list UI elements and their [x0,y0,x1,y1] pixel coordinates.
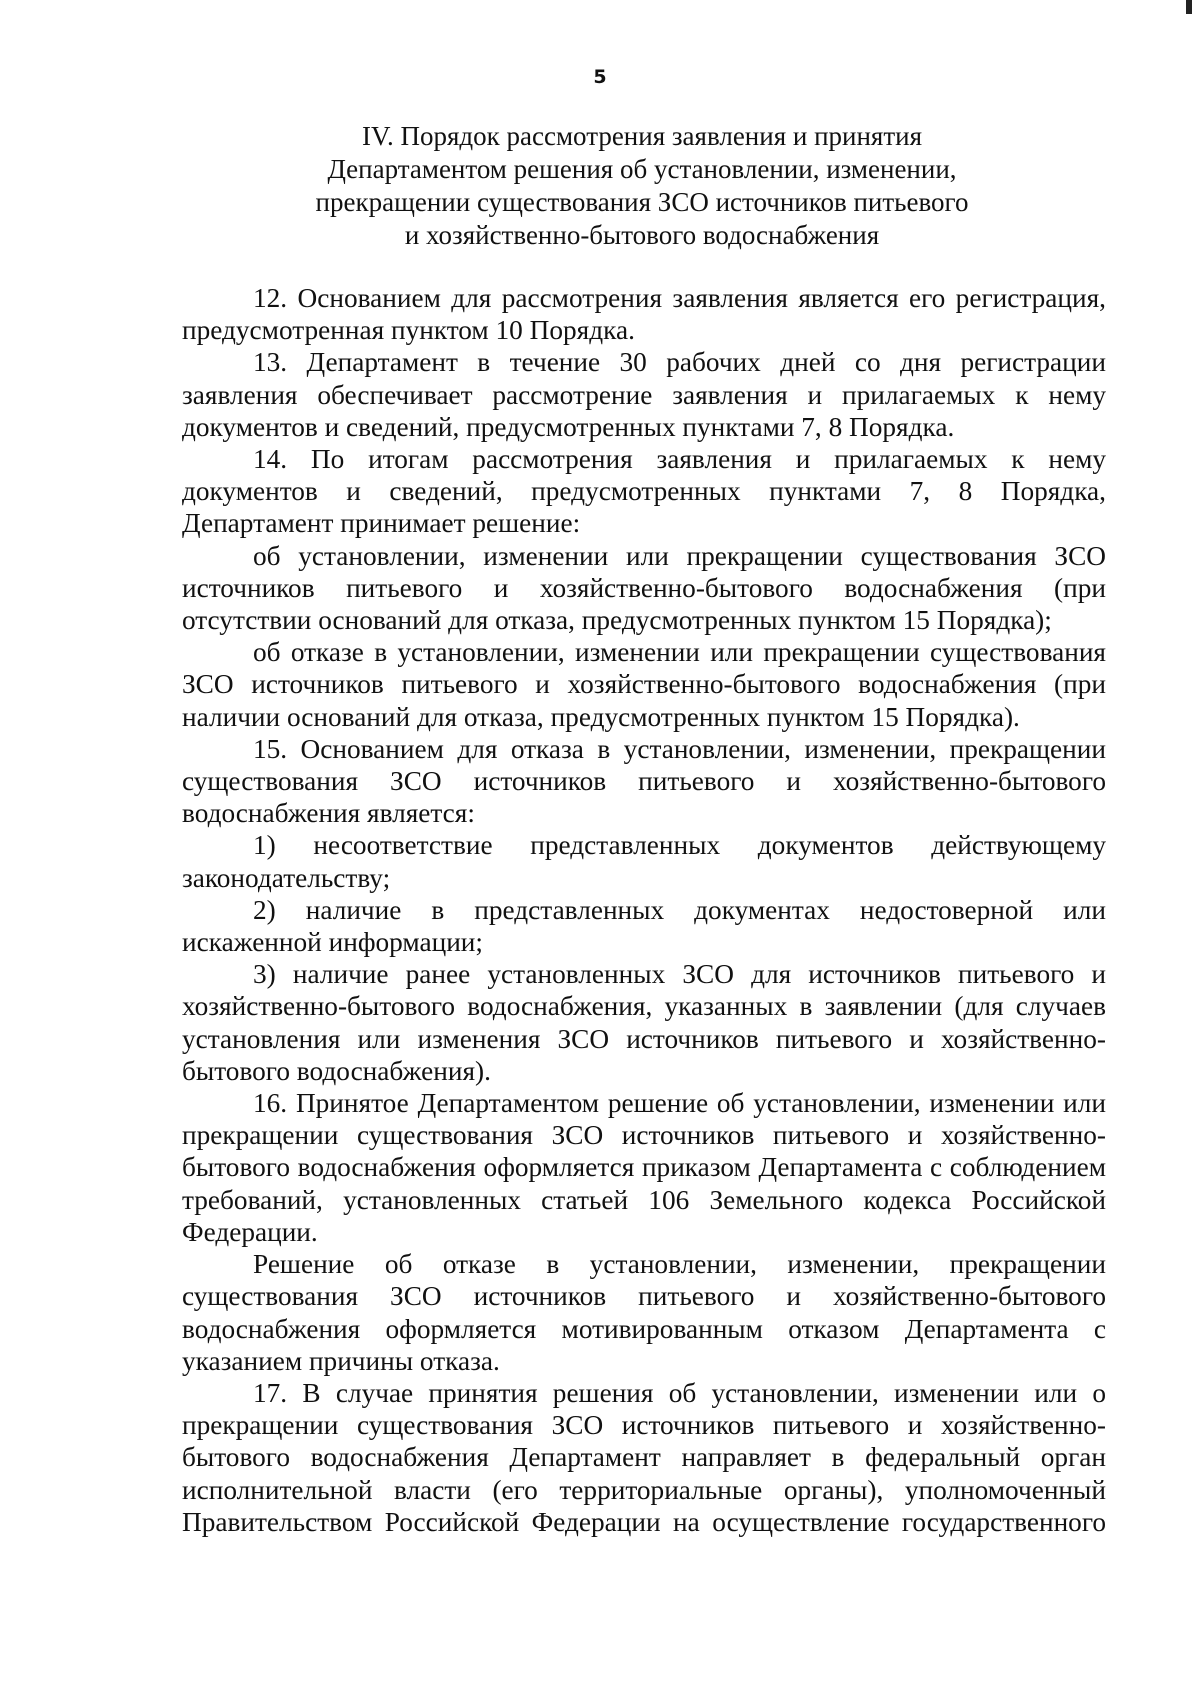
paragraph-15: 15. Основанием для отказа в установлении, изменении, прекращении существования ЗСО источников питьевого и хозяйственно-бытового водоснабжения является: [182,733,1106,829]
paragraph-16-refusal: Решение об отказе в установлении, изменении, прекращении существования ЗСО источников питьевого и хозяйственно-бытового водоснабжения оформляется мотивированным отказом Департамента с указанием причины отказа. [182,1249,1106,1376]
paragraph-15-item-1: 1) несоответствие представленных документов действующему законодательству; [182,830,1106,893]
heading-line: прекращении существования ЗСО источников питьевого [315,187,969,217]
paragraph-14: 14. По итогам рассмотрения заявления и прилагаемых к нему документов и сведений, предусмотренных пунктами 7, 8 Порядка, Департамент принимает решение: [182,444,1106,539]
section-heading [180,120,1104,252]
paragraph-17: 17. В случае принятия решения об установлении, изменении или о прекращении существования ЗСО источников питьевого и хозяйственно-бытового водоснабжения Департамент направляет в федеральный орган исполнительной власти (его территориальные органы), уполномоченный Правительством Российской Федерации на осуществление государственного [182,1377,1106,1537]
paragraph-15-item-2: 2) наличие в представленных документах недостоверной или искаженной информации; [182,894,1106,958]
paragraph-13: 13. Департамент в течение 30 рабочих дней со дня регистрации заявления обеспечивает рассмотрение заявления и прилагаемых к нему документов и сведений, предусмотренных пунктами 7, 8 Порядка. [182,347,1106,442]
heading-line: IV. Порядок рассмотрения заявления и принятия [361,121,922,151]
scan-edge-mark [1186,0,1192,14]
heading-line: Департаментом решения об установлении, изменении, [327,154,957,184]
paragraph-14-option-refuse: об отказе в установлении, изменении или прекращении существования ЗСО источников питьевого и хозяйственно-бытового водоснабжения (при наличии оснований для отказа, предусмотренных пунктом 15 Порядка). [182,637,1106,732]
paragraph-12: 12. Основанием для рассмотрения заявления является его регистрация, предусмотренная пунктом 10 Порядка. [182,283,1106,346]
paragraph-14-option-establish: об установлении, изменении или прекращении существования ЗСО источников питьевого и хозяйственно-бытового водоснабжения (при отсутствии оснований для отказа, предусмотренных пунктом 15 Порядка); [182,540,1106,636]
document-body [182,282,1106,1538]
page-number: 5 [593,66,607,88]
paragraph-15-item-3: 3) наличие ранее установленных ЗСО для источников питьевого и хозяйственно-бытового водоснабжения, указанных в заявлении (для случаев установления или изменения ЗСО источников питьевого и хозяйственно-бытового водоснабжения). [182,959,1106,1086]
paragraph-16: 16. Принятое Департаментом решение об установлении, изменении или прекращении существования ЗСО источников питьевого и хозяйственно-бытового водоснабжения оформляется приказом Департамента с соблюдением требований, установленных статьей 106 Земельного кодекса Российской Федерации. [182,1088,1106,1247]
heading-line: и хозяйственно-бытового водоснабжения [404,220,880,250]
